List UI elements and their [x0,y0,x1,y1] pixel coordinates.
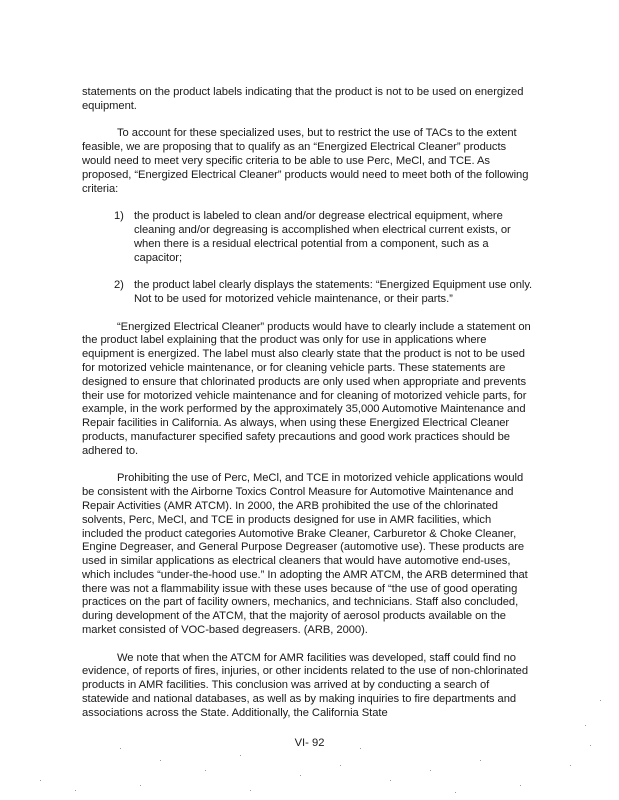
paragraph-atcm-evidence: We note that when the ATCM for AMR facilities was developed, staff could find no evidence, of reports of fires, injuries, or other incidents related to the use of non-chlorinated products in AMR facilities. This conclusion was arrived at by conducting a search of statewide and national databases, as well as by making inquiries to fire departments and associations across the State. Additionally, the California State [82,651,529,719]
paragraph-specialized-uses: To account for these specialized uses, but to restrict the use of TACs to the extent feasible, we are proposing that to qualify as an “Energized Electrical Cleaner” products would need to meet very specific criteria to be able to use Perc, MeCl, and TCE. As proposed, “Energized Electrical Cleaner” products would need to meet both of the following criteria: [82,127,529,195]
paragraph-prohibition: Prohibiting the use of Perc, MeCl, and TCE in motorized vehicle applications would be consistent with the Airborne Toxics Control Measure for Automotive Maintenance and Repair Activities (AMR ATCM). In 2000, the ARB prohibited the use of the chlorinated solvents, Perc, MeCl, and TCE in products designed for use in AMR facilities, which included the product categories Automotive Brake Cleaner, Carburetor & Choke Cleaner, Engine Degreaser, and General Purpose Degreaser (automotive use). These products are used in similar applications as electrical cleaners that would have automotive end-uses, which includes “under-the-hood use.” In adopting the AMR ATCM, the ARB determined that there was not a flammability issue with these uses because of “the use of good operating practices on the part of facility owners, mechanics, and technicians. Staff also concluded, during development of the ATCM, that the majority of aerosol products available on the market consisted of VOC-based degreasers. (ARB, 2000). [82,472,528,637]
body-text [82,86,534,734]
paragraph-continuation: statements on the product labels indicating that the product is not to be used on energized equipment. [82,86,524,112]
criteria-number: 1) [114,210,124,223]
criteria-number: 2) [114,279,124,292]
criteria-list [82,210,534,307]
criteria-text: the product label clearly displays the statements: “Energized Equipment use only. Not to be used for motorized vehicle maintenance, or their parts.” [134,279,533,305]
criteria-item [82,210,534,265]
paragraph-label-statement: “Energized Electrical Cleaner” products would have to clearly include a statement on the product label explaining that the product was only for use in applications where equipment is energized. The label must also clearly state that the product is not to be used for motorized vehicle maintenance, or for cleaning vehicle parts. These statements are designed to ensure that chlorinated products are only used when appropriate and prevents their use for motorized vehicle maintenance and for cleaning of motorized vehicle parts, for example, in the work performed by the approximately 35,000 Automotive Maintenance and Repair facilities in California. As always, when using these Energized Electrical Cleaner products, manufacturer specified safety precautions and good work practices should be adhered to. [82,320,531,457]
criteria-item [82,279,534,307]
criteria-text: the product is labeled to clean and/or degrease electrical equipment, where cleaning and/or degreasing is accomplished when electrical current exists, or when there is a residual electrical potential from a component, such as a capacitor; [134,210,511,264]
page-number: VI- 92 [294,737,325,749]
